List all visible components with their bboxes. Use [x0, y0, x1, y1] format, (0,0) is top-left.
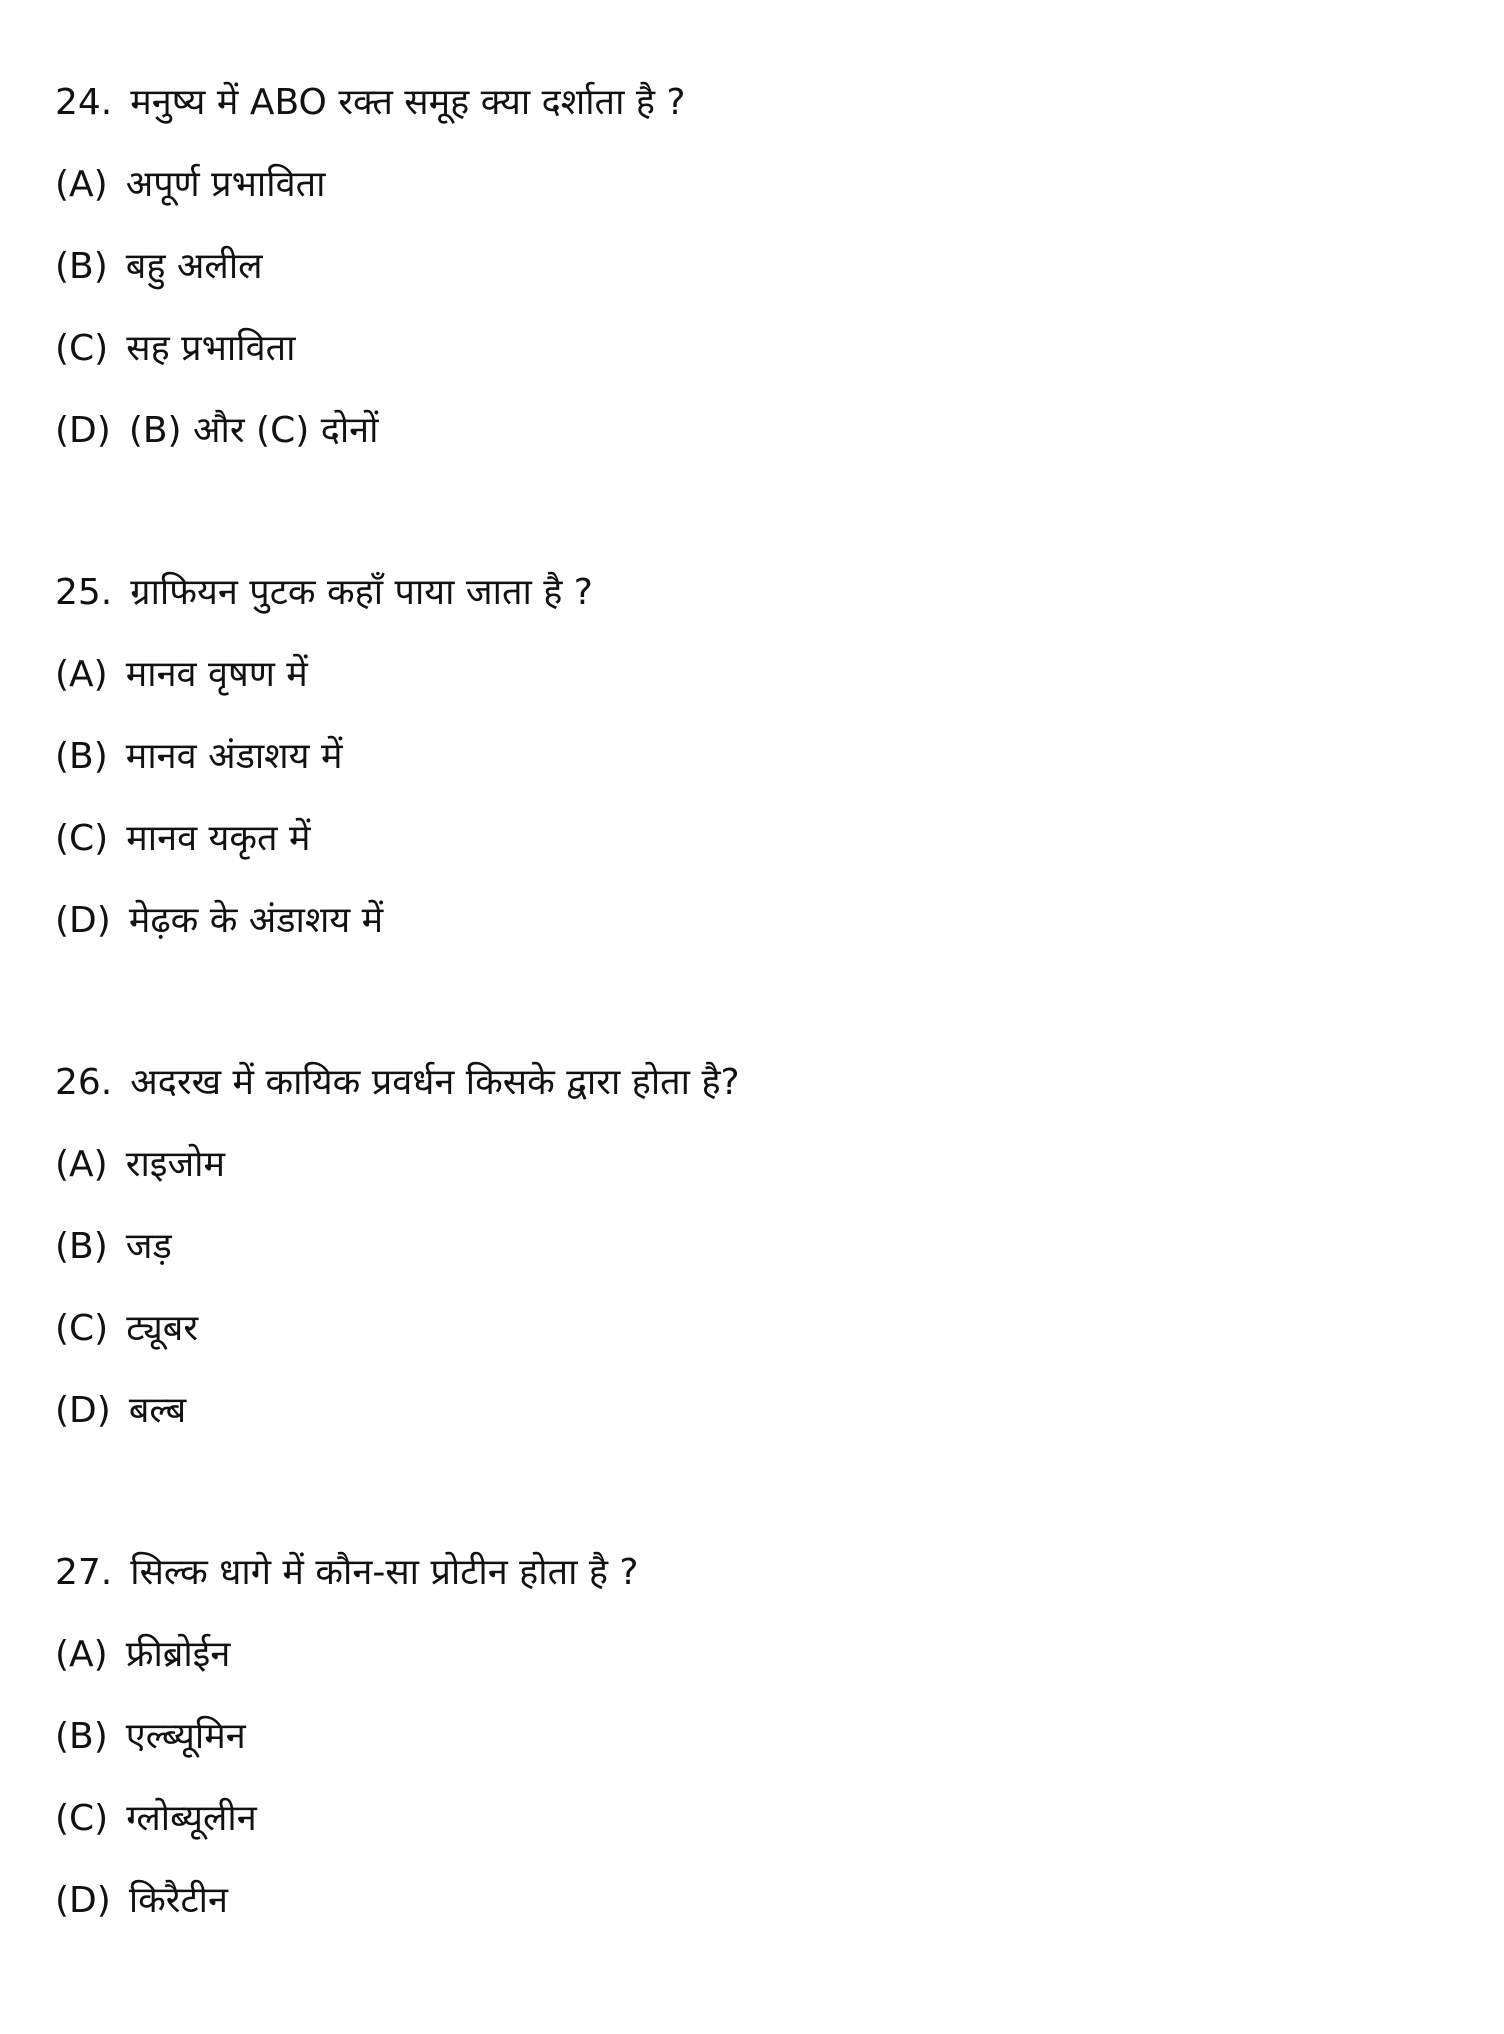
- option-letter: (A): [55, 1144, 108, 1185]
- option-text: मानव अंडाशय में: [125, 736, 343, 777]
- question-24: [55, 62, 1455, 472]
- option-c: [55, 1288, 1455, 1370]
- option-a: [55, 144, 1455, 226]
- question-text: अदरख में कायिक प्रवर्धन किसके द्वारा होता है?: [130, 1062, 740, 1103]
- option-text: फ्रीब्रोईन: [125, 1634, 231, 1675]
- question-stem: [55, 62, 1455, 144]
- option-a: [55, 1124, 1455, 1206]
- option-d: [55, 880, 1455, 962]
- option-letter: (A): [55, 164, 108, 205]
- option-letter: (D): [55, 900, 111, 941]
- question-sheet: [55, 62, 1455, 1942]
- option-text: ग्लोब्यूलीन: [126, 1798, 257, 1839]
- question-26: [55, 1042, 1455, 1452]
- option-a: [55, 1614, 1455, 1696]
- option-letter: (D): [55, 1880, 111, 1921]
- option-letter: (B): [55, 1226, 108, 1267]
- question-number: 26.: [55, 1062, 113, 1103]
- option-b: [55, 716, 1455, 798]
- option-text: मानव वृषण में: [125, 654, 308, 695]
- option-text: राइजोम: [125, 1144, 226, 1185]
- option-text: जड़: [125, 1226, 172, 1267]
- question-number: 24.: [55, 82, 113, 123]
- question-stem: [55, 1532, 1455, 1614]
- option-d: [55, 1860, 1455, 1942]
- option-letter: (C): [55, 1308, 109, 1349]
- option-letter: (D): [55, 410, 111, 451]
- question-text: सिल्क धागे में कौन-सा प्रोटीन होता है ?: [130, 1552, 639, 1593]
- option-letter: (A): [55, 654, 108, 695]
- option-letter: (B): [55, 1716, 108, 1757]
- question-text: मनुष्य में ABO रक्त समूह क्या दर्शाता है ?: [130, 82, 686, 123]
- question-stem: [55, 1042, 1455, 1124]
- option-text: अपूर्ण प्रभाविता: [125, 164, 326, 205]
- question-number: 25.: [55, 572, 113, 613]
- option-letter: (B): [55, 736, 108, 777]
- option-letter: (A): [55, 1634, 108, 1675]
- option-letter: (C): [55, 1798, 109, 1839]
- option-text: सह प्रभाविता: [126, 328, 296, 369]
- option-letter: (B): [55, 246, 108, 287]
- option-letter: (C): [55, 818, 109, 859]
- option-text: बल्ब: [128, 1390, 187, 1431]
- option-text: एल्ब्यूमिन: [125, 1716, 246, 1757]
- question-27: [55, 1532, 1455, 1942]
- option-b: [55, 226, 1455, 308]
- question-text: ग्राफियन पुटक कहाँ पाया जाता है ?: [130, 572, 593, 613]
- option-d: [55, 1370, 1455, 1452]
- option-text: बहु अलील: [125, 246, 263, 287]
- option-letter: (D): [55, 1390, 111, 1431]
- option-d: [55, 390, 1455, 472]
- option-c: [55, 798, 1455, 880]
- option-text: किरैटीन: [128, 1880, 228, 1921]
- question-25: [55, 552, 1455, 962]
- option-text: (B) और (C) दोनों: [128, 410, 379, 451]
- question-number: 27.: [55, 1552, 113, 1593]
- option-c: [55, 308, 1455, 390]
- option-c: [55, 1778, 1455, 1860]
- option-text: मेढ़क के अंडाशय में: [128, 900, 384, 941]
- question-stem: [55, 552, 1455, 634]
- option-text: ट्यूबर: [126, 1308, 199, 1349]
- option-letter: (C): [55, 328, 109, 369]
- option-text: मानव यकृत में: [126, 818, 311, 859]
- option-b: [55, 1696, 1455, 1778]
- option-a: [55, 634, 1455, 716]
- option-b: [55, 1206, 1455, 1288]
